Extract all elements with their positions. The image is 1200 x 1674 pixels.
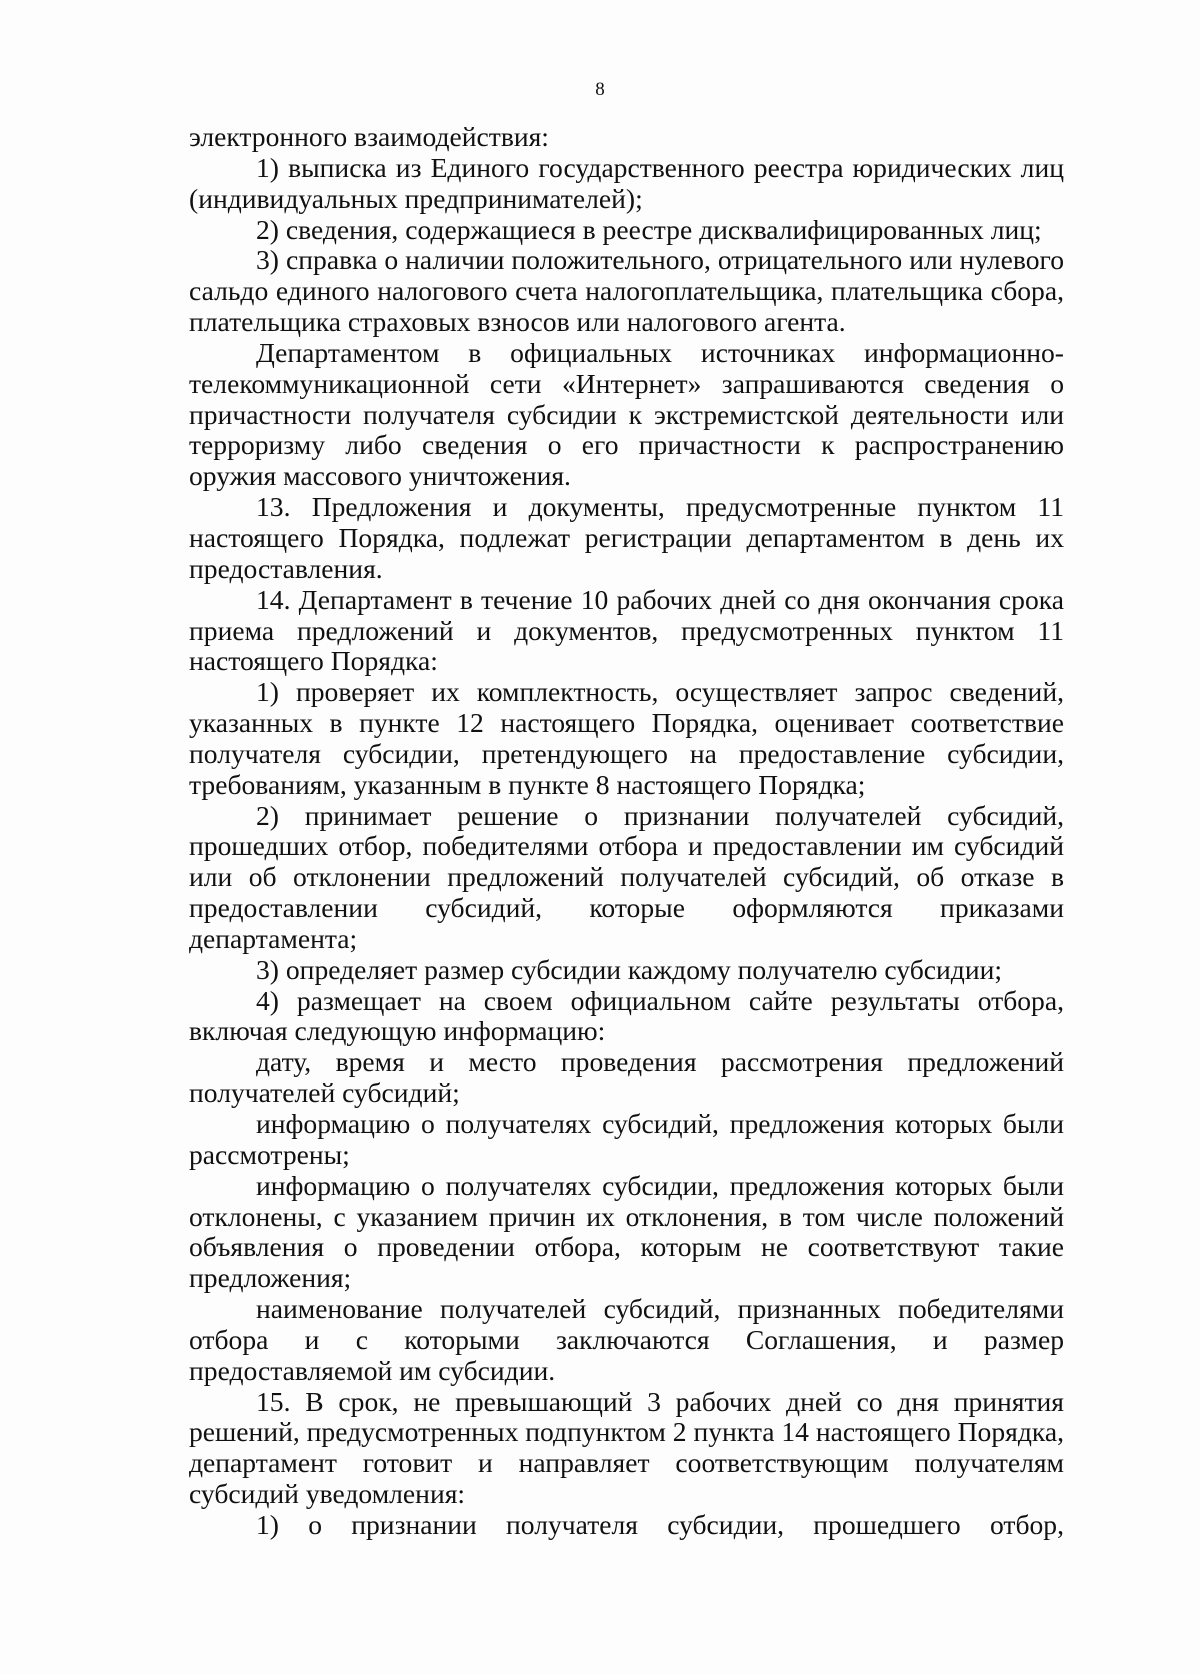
paragraph: информацию о получателях субсидий, предложения которых были рассмотрены; xyxy=(189,1108,1064,1170)
paragraph: информацию о получателях субсидии, предложения которых были отклонены, с указанием причин их отклонения, в том числе положений объявления о проведении отбора, которым не соответствуют такие предложения; xyxy=(189,1169,1064,1294)
paragraph: 1) о признании получателя субсидии, прошедшего отбор, xyxy=(256,1508,1064,1540)
paragraph: 14. Департамент в течение 10 рабочих дней со дня окончания срока приема предложений и документов, предусмотренных пунктом 11 настоящего Порядка: xyxy=(189,583,1064,677)
paragraph: 2) сведения, содержащиеся в реестре дисквалифицированных лиц; xyxy=(256,213,1042,245)
paragraph: 3) справка о наличии положительного, отрицательного или нулевого сальдо единого налогового счета налогоплательщика, плательщика сбора, плательщика страховых взносов или налогового агента. xyxy=(189,244,1064,338)
paragraph: электронного взаимодействия: xyxy=(189,121,549,152)
paragraph: дату, время и место проведения рассмотрения предложений получателей субсидий; xyxy=(189,1046,1064,1109)
paragraph: 15. В срок, не превышающий 3 рабочих дней со дня принятия решений, предусмотренных подпунктом 2 пункта 14 настоящего Порядка, департамент готовит и направляет соответствующим получателям субсидий уведомления: xyxy=(189,1385,1065,1510)
paragraph: 13. Предложения и документы, предусмотренные пунктом 11 настоящего Порядка, подлежат регистрации департаментом в день их предоставления. xyxy=(189,491,1064,584)
paragraph: 1) выписка из Единого государственного реестра юридических лиц (индивидуальных предпринимателей); xyxy=(189,151,1064,214)
paragraph: наименование получателей субсидий, признанных победителями отбора и с которыми заключаются Соглашения, и размер предоставляемой им субсидии. xyxy=(189,1293,1064,1386)
paragraph: 3) определяет размер субсидии каждому получателю субсидии; xyxy=(256,953,1003,985)
paragraph: 4) размещает на своем официальном сайте результаты отбора, включая следующую информацию: xyxy=(189,984,1064,1047)
document-body xyxy=(189,122,1064,1541)
paragraph: 1) проверяет их комплектность, осуществляет запрос сведений, указанных в пункте 12 настоящего Порядка, оценивает соответствие получателя субсидии, претендующего на предоставление субсидии, требованиям, указанным в пункте 8 настоящего Порядка; xyxy=(189,676,1064,800)
page-number: 8 xyxy=(595,79,605,100)
paragraph: 2) принимает решение о признании получателей субсидий, прошедших отбор, победителями отбора и предоставлении им субсидий или об отклонении предложений получателей субсидий, об отказе в предоставлении субсидий, которые оформляются приказами департамента; xyxy=(189,799,1064,954)
paragraph: Департаментом в официальных источниках информационно-телекоммуникационной сети «Интернет» запрашиваются сведения о причастности получателя субсидии к экстремистской деятельности или терроризму либо сведения о его причастности к распространению оружия массового уничтожения. xyxy=(189,336,1064,492)
